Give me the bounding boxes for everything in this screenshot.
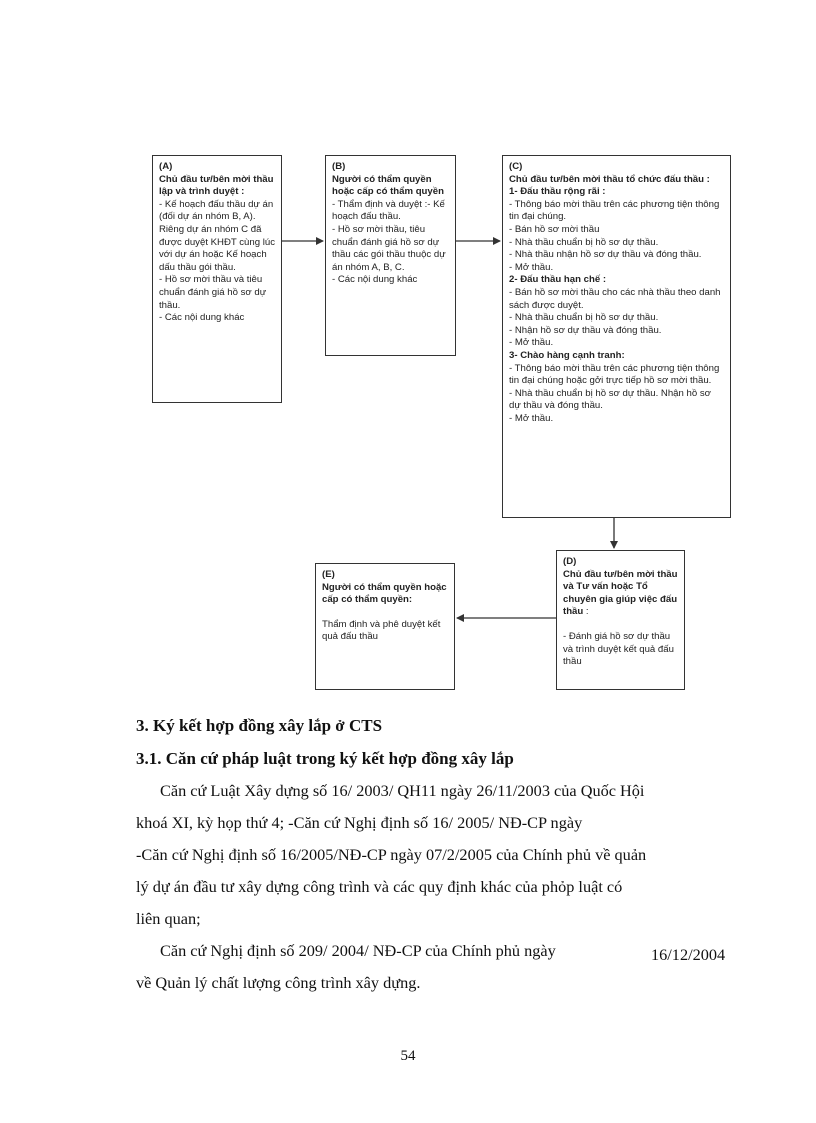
box-a-line: - Kế hoạch đấu thầu dự án (đối dự án nhóm B, A). Riêng dự án nhóm C đã được duyệt KHĐT cùng lúc với dự án hoặc Kế hoạch dấu thầu gói thầu. <box>159 198 275 273</box>
box-b-line: - Hồ sơ mời thầu, tiêu chuẩn đánh giá hồ sơ dự thầu các gói thầu thuộc dự án nhóm A, B, C. <box>332 223 446 273</box>
box-c-section-heading: 3- Chào hàng cạnh tranh: <box>509 349 625 361</box>
box-d-line: - Đánh giá hồ sơ dự thầu và trình duyệt kết quả đấu thầu <box>563 630 674 668</box>
box-b-line: - Các nội dung khác <box>332 274 418 286</box>
paragraph-date: 16/12/2004 <box>651 945 726 964</box>
box-c-line: - Mở thầu. <box>509 261 554 273</box>
box-c-code: (C) <box>509 161 523 172</box>
section-heading: 3. Ký kết hợp đồng xây lắp ở CTS <box>136 716 383 735</box>
box-e-line: Thẩm định và phê duyệt kết quả đấu thầu <box>322 618 441 643</box>
box-c-title: Chủ đầu tư/bên mời thầu tổ chức đấu thầu : <box>509 173 710 185</box>
box-c-line: - Bán hồ sơ mời thầu cho các nhà thầu theo danh sách được duyệt. <box>509 286 721 311</box>
box-c-line: - Thông báo mời thầu trên các phương tiện thông tin đại chúng. <box>509 198 720 223</box>
box-a-title: Chủ đầu tư/bên mời thầu lập và trình duyệt : <box>159 173 274 198</box>
box-b-line: - Thẩm định và duyệt :- Kế hoạch đấu thầu. <box>332 198 445 223</box>
box-c-line: - Mở thầu. <box>509 412 554 424</box>
box-b-title: Người có thẩm quyền hoặc cấp có thẩm quyền <box>332 173 444 198</box>
paragraph-line: liên quan; <box>136 909 201 928</box>
paragraph-line: khoá XI, kỳ họp thứ 4; -Căn cứ Nghị định số 16/ 2005/ NĐ-CP ngày <box>136 813 583 832</box>
box-c-line: - Nhận hồ sơ dự thầu và đóng thầu. <box>509 324 662 336</box>
box-d-title-suffix: : <box>583 606 589 618</box>
paragraph-line: -Căn cứ Nghị định số 16/2005/NĐ-CP ngày 07/2/2005 của Chính phủ về quản <box>136 845 647 864</box>
box-c-line: - Nhà thầu chuẩn bị hồ sơ dự thầu. <box>509 312 659 324</box>
box-b-code: (B) <box>332 161 346 172</box>
box-d-title-text: Chủ đầu tư/bên mời thầu và Tư vấn hoặc Tổ chuyên gia giúp việc đấu thầu <box>563 568 678 618</box>
paragraph-line: về Quản lý chất lượng công trình xây dựng. <box>136 973 421 992</box>
box-c-line: - Nhà thầu chuẩn bị hồ sơ dự thầu. Nhận hồ sơ dự thầu và đóng thầu. <box>509 387 711 412</box>
box-a-code: (A) <box>159 161 173 172</box>
paragraph-line: Căn cứ Nghị định số 209/ 2004/ NĐ-CP của Chính phủ ngày <box>160 941 556 960</box>
box-c-line: - Mở thầu. <box>509 337 554 349</box>
box-a-line: - Hồ sơ mời thầu và tiêu chuẩn đánh giá hồ sơ dự thầu. <box>159 274 267 311</box>
box-c-section-heading: 1- Đấu thầu rộng rãi : <box>509 186 606 198</box>
box-c-section-heading: 2- Đấu thầu hạn chế : <box>509 274 607 286</box>
page-number: 54 <box>400 1048 416 1064</box>
box-c-line: - Nhà thầu chuẩn bị hồ sơ dự thầu. <box>509 236 659 248</box>
box-c-line: - Nhà thầu nhận hồ sơ dự thầu và đóng thầu. <box>509 249 702 261</box>
box-e-code: (E) <box>322 569 335 580</box>
box-e-title: Người có thẩm quyền hoặc cấp có thẩm quyền: <box>322 581 447 606</box>
paragraph-line: lý dự án đầu tư xây dựng công trình và các quy định khác của phỏp luật có <box>136 877 623 896</box>
paragraph-line: Căn cứ Luật Xây dựng số 16/ 2003/ QH11 ngày 26/11/2003 của Quốc Hội <box>160 781 645 800</box>
box-c-line: - Thông báo mời thầu trên các phương tiện thông tin đại chúng hoặc gởi trực tiếp hồ sơ mời thầu. <box>509 362 720 387</box>
box-c-line: - Bán hồ sơ mời thầu <box>509 223 600 235</box>
box-d-code: (D) <box>563 556 577 567</box>
section-subheading: 3.1. Căn cứ pháp luật trong ký kết hợp đồng xây lắp <box>136 749 514 768</box>
box-a-line: - Các nội dung khác <box>159 312 245 324</box>
